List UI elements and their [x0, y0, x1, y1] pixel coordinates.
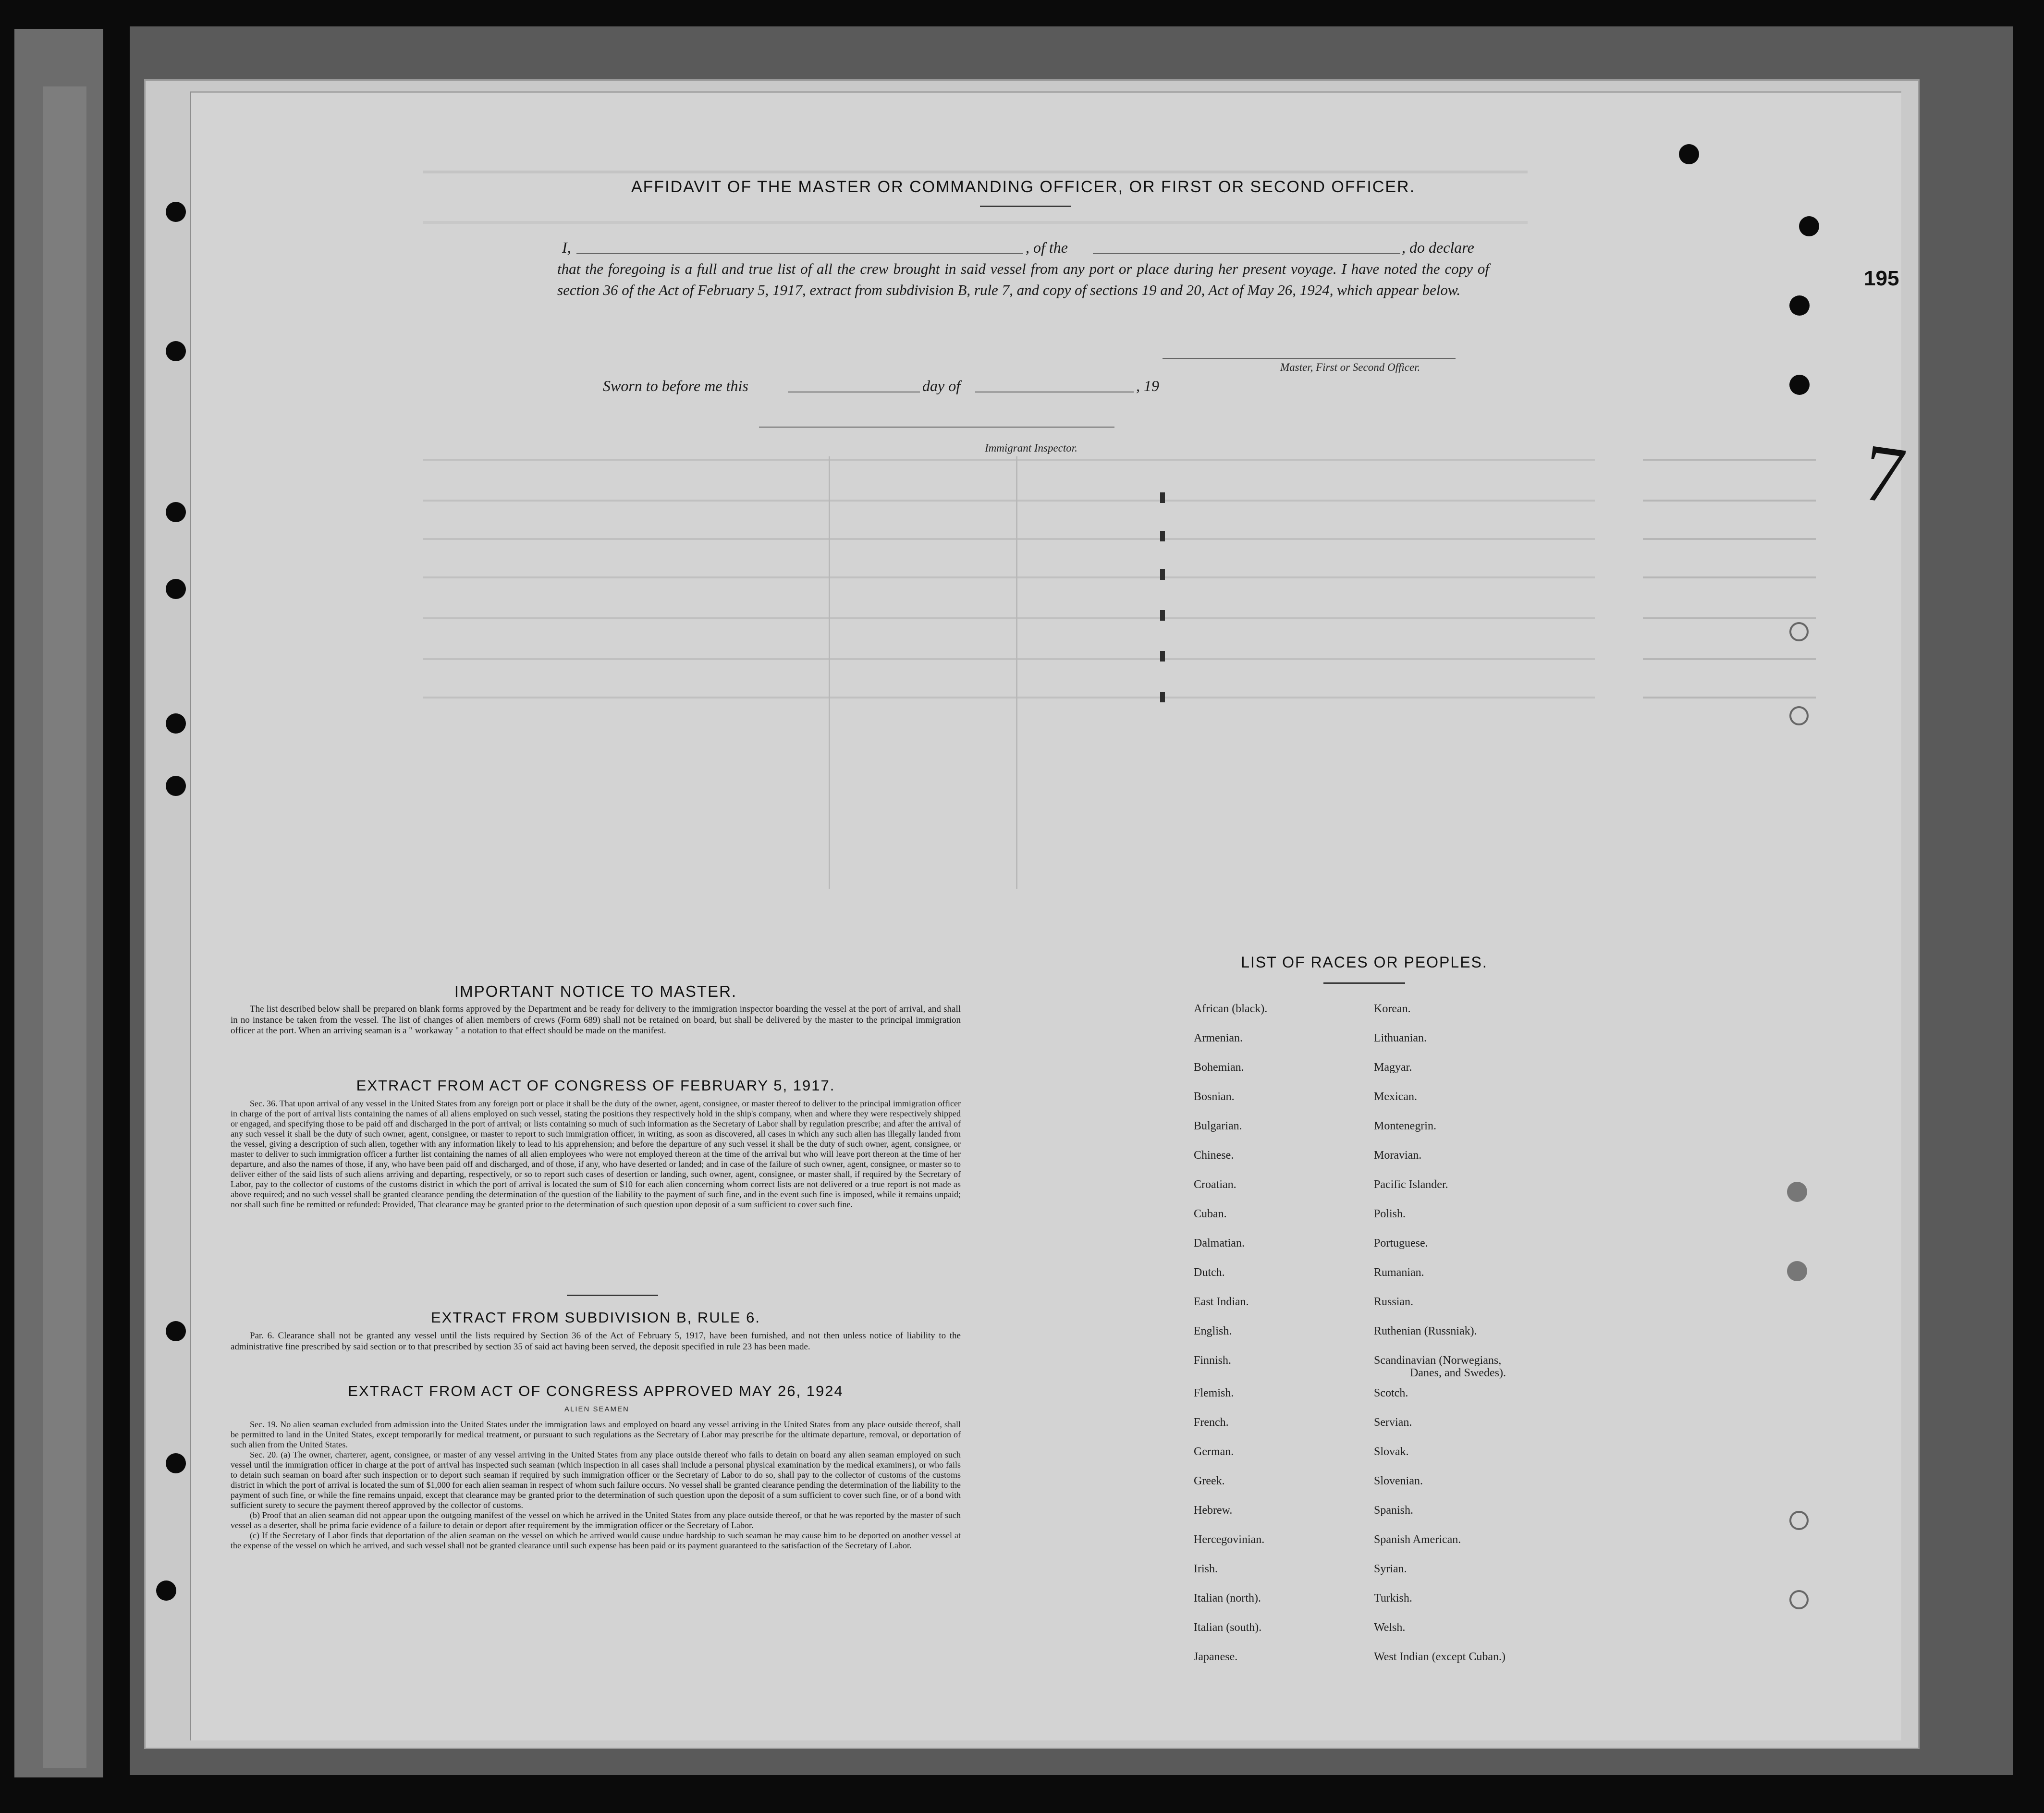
race-item: Italian (south).	[1194, 1621, 1262, 1634]
race-item: African (black).	[1194, 1003, 1268, 1015]
race-item: Moravian.	[1374, 1149, 1422, 1162]
race-item: Irish.	[1194, 1563, 1218, 1575]
race-item: Spanish.	[1374, 1504, 1414, 1517]
race-item-continuation: Danes, and Swedes).	[1410, 1367, 1506, 1379]
race-item: Scandinavian (Norwegians,	[1374, 1354, 1502, 1367]
sec20c-text: (c) If the Secretary of Labor finds that deportation of the alien seaman on the vessel on which he arrived would cause undue hardship to such seaman he may cause him to be deported on another vessel at the expense of the vessel on which he arrived, and such vessel shall not be granted clearance until such expense has been paid or its payment guaranteed to the satisfaction of the Secretary of Labor.	[231, 1531, 961, 1550]
bleed-through	[1643, 617, 1816, 619]
race-item: Polish.	[1374, 1208, 1406, 1220]
race-item: West Indian (except Cuban.)	[1374, 1651, 1505, 1663]
affidavit-paragraph: that the foregoing is a full and true list of all the crew brought in said vessel from any port or place during her present voyage. I have noted the copy of section 36 of the Act of February 5, 1917, extract from subdivision B, rule 7, and copy of sections 19 and 20, Act of May 26, 1924, which appear below.	[557, 260, 1489, 298]
race-item: Korean.	[1374, 1003, 1411, 1015]
bleed-through	[829, 456, 830, 889]
section-rule	[567, 1295, 658, 1296]
extract-rule6-text: Par. 6. Clearance shall not be granted any vessel until the lists required by Section 36 of the Act of February 5, 1917, have been furnished, and not then unless notice of liability to the administrative fine prescribed by said section or to that prescribed by section 35 of said act having been served, the deposit specified in rule 23 has been made.	[231, 1331, 961, 1352]
binder-hole	[166, 579, 186, 599]
bleed-through	[423, 538, 1595, 540]
race-item: Rumanian.	[1374, 1266, 1424, 1279]
race-item: Slovenian.	[1374, 1475, 1423, 1487]
race-item: Greek.	[1194, 1475, 1225, 1487]
important-notice-text: The list described below shall be prepared on blank forms approved by the Department and be ready for delivery to the immigration inspector boarding the vessel at the port of arrival, and shall in no instance be taken from the vessel. The list of changes of alien members of crews (Form 689) shall not be retained on board, but shall be delivered by the master to the principal immigration officer at the port. When an arriving seaman is a " workaway " a notation to that effect should be made on the manifest.	[231, 1004, 961, 1036]
race-item: Finnish.	[1194, 1354, 1232, 1367]
sworn-year: , 19	[1136, 377, 1159, 394]
bleed-through	[1643, 459, 1816, 461]
bleed-through	[1643, 576, 1816, 578]
sworn-prefix: Sworn to before me this	[603, 377, 748, 394]
page-number-stamp: 195	[1864, 267, 1899, 290]
bleed-through	[1160, 610, 1165, 621]
race-item: East Indian.	[1194, 1296, 1249, 1308]
extract-1917-title: EXTRACT FROM ACT OF CONGRESS OF FEBRUARY 5, 1917.	[356, 1077, 835, 1094]
affidavit-declare: , do declare	[1402, 239, 1474, 256]
race-item: Dutch.	[1194, 1266, 1225, 1279]
inspector-label: Immigrant Inspector.	[985, 442, 1077, 454]
race-item: Cuban.	[1194, 1208, 1227, 1220]
race-item: Magyar.	[1374, 1061, 1412, 1074]
affidavit-i: I,	[562, 239, 571, 256]
binder-hole	[166, 202, 186, 222]
name-line	[576, 253, 1023, 254]
binder-hole	[166, 1321, 186, 1341]
race-item: English.	[1194, 1325, 1232, 1337]
affidavit-of-the: , of the	[1026, 239, 1068, 256]
bleed-through	[1160, 569, 1165, 580]
races-left-column	[1194, 1002, 1267, 1679]
sworn-day-of: day of	[922, 377, 961, 394]
binder-hole	[166, 1453, 186, 1473]
bleed-through	[423, 459, 1595, 461]
handwritten-mark: 7	[1858, 427, 1911, 522]
race-item: Bohemian.	[1194, 1061, 1244, 1074]
bleed-through	[1160, 492, 1165, 503]
extract-1917-text: Sec. 36. That upon arrival of any vessel in the United States from any foreign port or place it shall be the duty of the owner, agent, consignee, or master thereof to deliver to the principal immigration officer in charge of the port of arrival lists containing the names of all aliens employed on such vessel, stating the positions they respectively hold in the ship's company, when and where they were respectively shipped or engaged, and specifying those to be paid off and discharged in the port of arrival; or lists containing so much of such information as the Secretary of Labor shall by regulation prescribe; and after the arrival of any such vessel it shall be the duty of such owner, agent, consignee, or master to report to such immigration officer, in writing, as soon as discovered, all cases in which any such alien has illegally landed from the vessel, giving a description of such alien, together with any information likely to lead to his apprehension; and before the departure of any such vessel it shall be the duty of such owner, agent, consignee, or master to deliver to such immigration officer a further list containing the names of all alien employees who were not employed thereon at the time of the arrival but who will leave port thereon at the time of her departure, and also the names of those, if any, who have been paid off and discharged, and of those, if any, who have deserted or landed; and in case of the failure of such owner, agent, consignee, or master so to deliver either of the said lists of such aliens arriving and departing, respectively, or so to report such cases of desertion or landing, such owner, agent, consignee, or master shall, if required by the Secretary of Labor, pay to the collector of customs of the customs district in which the port of arrival is located the sum of $10 for each alien concerning whom correct lists are not delivered or a true report is not made as above required; and no such vessel shall be granted clearance pending the determination of the question of the liability to the payment of such fine, and in the event such fine is imposed, while it remains unpaid; nor shall such fine be remitted or refunded: Provided, That clearance may be granted prior to the determination of such question upon deposit of a sum sufficient to cover such fine.	[231, 1099, 961, 1209]
bleed-through	[423, 221, 1528, 224]
race-item: Lithuanian.	[1374, 1032, 1427, 1044]
bleed-through	[423, 576, 1595, 578]
extract-rule6-body	[231, 1331, 961, 1352]
race-item-multiline	[1374, 1353, 1506, 1386]
binder-hole	[166, 776, 186, 796]
position-line	[1093, 253, 1400, 254]
races-right-column	[1374, 1002, 1506, 1679]
extract-1924-title: EXTRACT FROM ACT OF CONGRESS APPROVED MAY 26, 1924	[348, 1383, 844, 1399]
extract-rule6-title: EXTRACT FROM SUBDIVISION B, RULE 6.	[430, 1309, 761, 1326]
race-item: Servian.	[1374, 1416, 1412, 1429]
binder-hole	[1789, 706, 1809, 725]
race-item: Italian (north).	[1194, 1592, 1261, 1605]
bleed-through	[423, 617, 1595, 619]
race-item: Ruthenian (Russniak).	[1374, 1325, 1477, 1337]
binder-hole	[1789, 375, 1810, 395]
affidavit-title: AFFIDAVIT OF THE MASTER OR COMMANDING OFFICER, OR FIRST OR SECOND OFFICER.	[631, 178, 1416, 196]
race-item: Chinese.	[1194, 1149, 1234, 1162]
bleed-through	[423, 500, 1595, 502]
binder-hole	[156, 1580, 176, 1601]
race-item: Portuguese.	[1374, 1237, 1428, 1250]
race-item: French.	[1194, 1416, 1229, 1429]
race-item: German.	[1194, 1446, 1234, 1458]
race-item: Flemish.	[1194, 1387, 1234, 1399]
signature-label: Master, First or Second Officer.	[1280, 361, 1420, 373]
signature-line	[1163, 358, 1456, 359]
binder-hole	[1789, 295, 1810, 316]
alien-seamen-subtitle: ALIEN SEAMEN	[564, 1405, 629, 1413]
race-item: Croatian.	[1194, 1178, 1236, 1191]
bleed-through	[1643, 658, 1816, 660]
race-item: Mexican.	[1374, 1090, 1417, 1103]
binder-hole	[1787, 1182, 1807, 1202]
binder-hole	[1799, 216, 1819, 236]
bleed-through	[1643, 500, 1816, 502]
race-item: Armenian.	[1194, 1032, 1243, 1044]
inspector-line	[759, 427, 1114, 428]
race-item: Hebrew.	[1194, 1504, 1233, 1517]
bleed-through	[423, 171, 1528, 173]
binder-hole	[1789, 1511, 1809, 1530]
sec20b-text: (b) Proof that an alien seaman did not appear upon the outgoing manifest of the vessel on which he arrived in the United States from any place outside thereof, or that he was reported by the master of such vessel as a deserter, shall be prima facie evidence of a failure to detain or deport after requirement by the immigration officer or the Secretary of Labor.	[231, 1510, 961, 1530]
race-item: Dalmatian.	[1194, 1237, 1245, 1250]
bleed-through	[1160, 651, 1165, 662]
race-item: Turkish.	[1374, 1592, 1412, 1605]
bleed-through	[1016, 456, 1017, 889]
race-item: Japanese.	[1194, 1651, 1238, 1663]
race-item: Syrian.	[1374, 1563, 1407, 1575]
race-item: Bulgarian.	[1194, 1120, 1242, 1132]
race-item: Hercegovinian.	[1194, 1533, 1265, 1546]
binder-hole	[166, 341, 186, 361]
bleed-through	[423, 658, 1595, 660]
race-item: Welsh.	[1374, 1621, 1406, 1634]
bleed-through	[423, 697, 1595, 698]
bleed-through	[1160, 692, 1165, 702]
binder-hole	[1789, 622, 1809, 641]
extract-1924-body	[231, 1420, 961, 1551]
sec19-text: Sec. 19. No alien seaman excluded from admission into the United States under the immigration laws and employed on board any vessel arriving in the United States from any place outside thereof, shall be permitted to land in the United States, except temporarily for medical treatment, or pursuant to such regulations as the Secretary of Labor may prescribe for the ultimate departure, removal, or deportation of such alien from the United States.	[231, 1420, 961, 1449]
extract-1917-body	[231, 1099, 961, 1210]
binder-hole	[1787, 1261, 1807, 1281]
bleed-through	[1643, 538, 1816, 540]
sec20a-text: Sec. 20. (a) The owner, charterer, agent, consignee, or master of any vessel arriving in the United States from any place outside thereof who fails to detain on board any alien seaman employed on such vessel until the immigration officer in charge at the port of arrival has inspected such seaman (which inspection in all cases shall include a personal physical examination by the medical examiners), or who fails to detain such seaman on board after such inspection or to deport such seaman if required by such immigration officer or the Secretary of Labor to do so, shall pay to the collector of customs of the customs district in which the port of arrival is located the sum of $1,000 for each alien seaman in respect of whom such failure occurs. No vessel shall be granted clearance pending the determination of the liability to the payment of such fine, or while the fine remains unpaid, except that clearance may be granted prior to the determination of such question upon the deposit of a sum sufficient to cover such fine, or of a bond with sufficient surety to secure the payment thereof approved by the collector of customs.	[231, 1450, 961, 1510]
title-rule	[980, 206, 1071, 207]
races-title-rule	[1323, 982, 1405, 984]
binding-strip	[14, 29, 103, 1777]
race-item: Spanish American.	[1374, 1533, 1461, 1546]
binder-hole	[1679, 144, 1699, 164]
race-item: Russian.	[1374, 1296, 1414, 1308]
race-item: Bosnian.	[1194, 1090, 1235, 1103]
race-item: Montenegrin.	[1374, 1120, 1436, 1132]
important-notice-title: IMPORTANT NOTICE TO MASTER.	[454, 982, 737, 1000]
binder-hole	[166, 713, 186, 734]
race-item: Pacific Islander.	[1374, 1178, 1448, 1191]
binder-hole	[166, 502, 186, 522]
important-notice-body	[231, 1004, 961, 1037]
bleed-through	[1643, 697, 1816, 698]
bleed-through	[1160, 531, 1165, 541]
races-title: LIST OF RACES OR PEOPLES.	[1241, 954, 1488, 971]
race-item: Slovak.	[1374, 1446, 1409, 1458]
binder-hole	[1789, 1590, 1809, 1609]
race-item: Scotch.	[1374, 1387, 1408, 1399]
